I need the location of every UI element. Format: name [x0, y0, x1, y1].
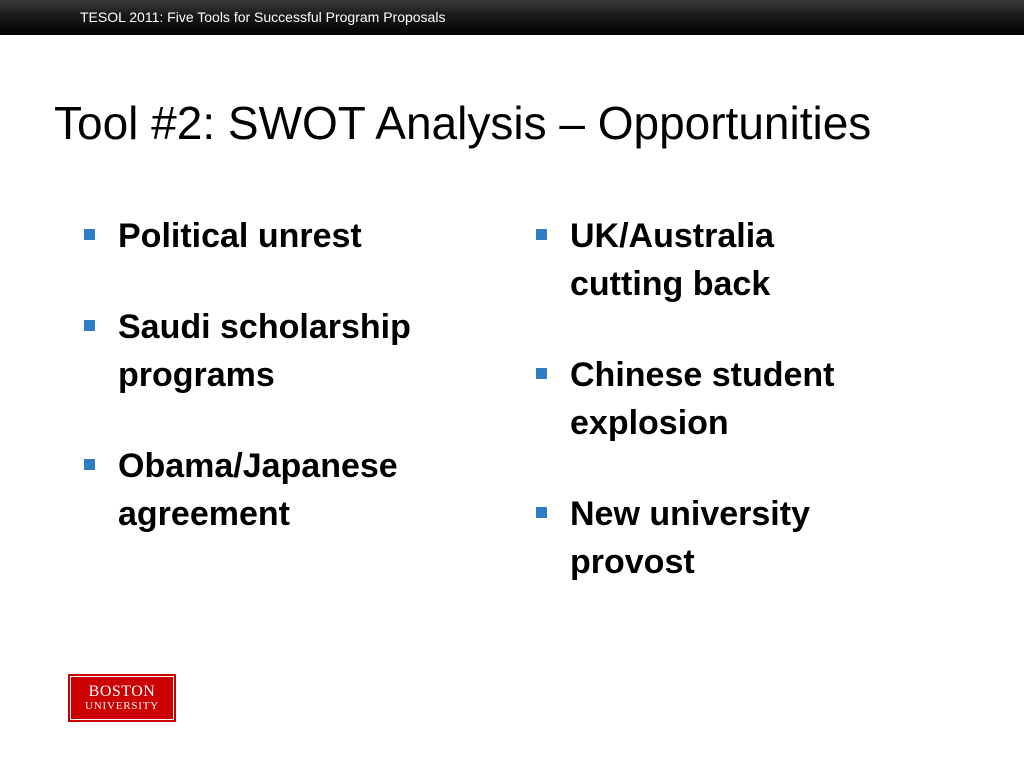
header-text: TESOL 2011: Five Tools for Successful Program Proposals: [80, 9, 446, 25]
bullet-text: New university provost: [570, 495, 810, 581]
bullet-text: Political unrest: [118, 217, 362, 255]
header-bar: [0, 0, 1024, 35]
bullet-text: Obama/Japanese agreement: [118, 447, 398, 533]
bullet-item: [80, 303, 498, 399]
bullet-item: [532, 490, 910, 586]
logo-frame: [70, 676, 174, 720]
bullet-text: Chinese student explosion: [570, 356, 835, 442]
bullet-item: [532, 351, 930, 447]
square-bullet-icon: [536, 368, 547, 379]
right-bullet-list: [532, 212, 952, 629]
bullet-text: UK/Australia cutting back: [570, 217, 775, 303]
square-bullet-icon: [536, 229, 547, 240]
square-bullet-icon: [84, 320, 95, 331]
bullet-item: [80, 442, 498, 538]
slide-title: Tool #2: SWOT Analysis – Opportunities: [54, 97, 872, 149]
bullet-text: Saudi scholarship programs: [118, 308, 411, 394]
square-bullet-icon: [536, 507, 547, 518]
square-bullet-icon: [84, 459, 95, 470]
square-bullet-icon: [84, 229, 95, 240]
bullet-item: [80, 212, 498, 260]
logo-line-boston: BOSTON: [88, 683, 156, 700]
bullet-item: [532, 212, 870, 308]
boston-university-logo: [68, 674, 176, 722]
left-bullet-list: [80, 212, 490, 581]
logo-line-university: UNIVERSITY: [85, 700, 159, 712]
